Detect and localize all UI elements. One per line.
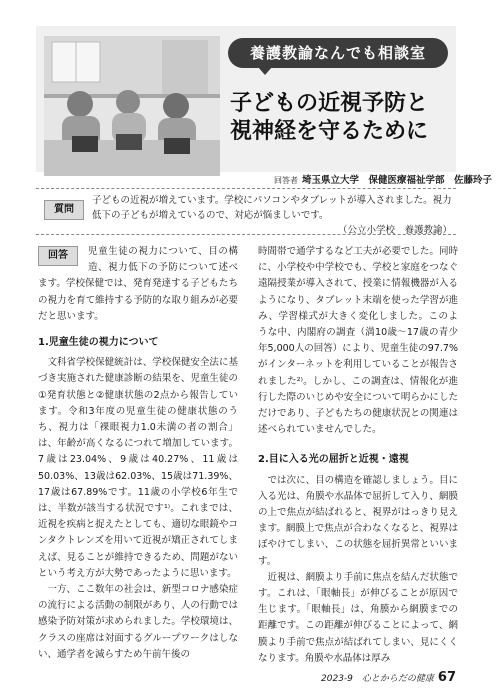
continued-paragraph: 時間帯で通学するなど工夫が必要でした。同時に、小学校や中学校でも、学校と家庭をつなぐ遠隔授業が導入されて、授業に情報機器が入るようになり、タブレット末端を使った学習が進み、学習様式が大きく変化しました。このような中、内閣府の調査（満10歳～17歳の青少年5,000人の回答）により、児童生徒の97.7%がインターネットを利用していることが報告されました²⁾。しかし、この調査は、情報化が進行した際のいじめや安全について明らかにしただけであり、子どもたちの健康状況との関連は述べられていませんでした。 (258, 246, 458, 436)
question-rule-top (36, 188, 456, 189)
question-rule-bottom (36, 234, 456, 235)
section-1-heading: 1.児童生徒の視力について (38, 337, 159, 349)
author-line (216, 172, 492, 186)
section-2-paragraph-2: 近視は、網膜より手前に焦点を結んだ状態です。これは、「眼軸長」が伸びることが原因で生じます。「眼軸長」は、角膜から網膜までの距離です。この距離が伸びることによって、網膜より手前で焦点が結ばれてしまい、見にくくなります。角膜や水晶体は厚み (258, 571, 458, 664)
article-header (36, 26, 492, 186)
body-column-left (38, 244, 238, 663)
header-photo (44, 36, 220, 176)
question-label: 質問 (44, 200, 84, 220)
answer-label: 回答 (38, 246, 78, 266)
author-name: 埼玉県立大学 保健医療福祉学部 佐藤玲子 (301, 175, 492, 186)
question-text (92, 193, 452, 238)
author-role: 回答者 (273, 176, 298, 185)
section-2-paragraph-1: では次に、目の構造を確認しましょう。目に入る光は、角膜や水晶体で屈折して入り、網膜の上で焦点が結ばれると、視界がはっきり見えます。網膜上で焦点が合わなくなると、視界はぼやけてしまい、この状態を屈折異常といいます。 (258, 474, 458, 567)
section-1-paragraph-2: 一方、ここ数年の社会は、新型コロナ感染症の流行による活動の制限があり、人の行動では感染予防対策が求められました。学校環境は、クラスの座席は対面するグループワークはしない、通学者を減らすため午前午後の (38, 584, 238, 660)
body-column-right (258, 244, 458, 667)
section-1-paragraph-1: 文科省学校保健統計は、学校保健安全法に基づき実施された健康診断の結果を、児童生徒の①発育状態と②健康状態の2点から報告しています。令和3年度の児童生徒の健康状態のうち、視力は「裸眼視力1.0未満の者の割合」は、年齢が高くなるにつれて増加しています。7歳は23.04%、9歳は40.27%、11歳は50.03%、13歳は62.03%、15歳は71.39%、17歳は67.89%です。11歳の小学校6年生では、半数が該当する状況です¹⁾。これまでは、近視を疾病と捉えたとしても、適切な眼鏡やコンタクトレンズを用いて近視が矯正されてしまえば、見ることが維持できるため、問題がないという考え方が大勢であったように思います。 (38, 357, 238, 579)
answer-intro: 児童生徒の視力について、目の構造、視力低下の予防について述べます。学校保健では、発育発達する子どもたちの視力を育て維持する予防的な取り組みが必要だと思います。 (38, 246, 238, 322)
page-number: 67 (437, 670, 456, 685)
section-2-heading: 2.目に入る光の屈折と近視・遠視 (258, 454, 409, 466)
question-signature: （公立小学校 養護教諭） (337, 225, 452, 236)
question-body: 子どもの近視が増えています。学校にパソコンやタブレットが導入されました。視力低下の子どもが増えているので、対応が悩ましいです。 (92, 195, 452, 221)
page-footer (300, 670, 456, 685)
column-title-pill: 養護教諭なんでも相談室 (228, 38, 448, 68)
article-title-line-1: 子どもの近視予防と (229, 91, 428, 116)
article-title (206, 90, 452, 146)
article-title-line-2: 視神経を守るために (229, 119, 428, 144)
footer-issue: 2023-9 心とからだの健康 (321, 674, 434, 684)
